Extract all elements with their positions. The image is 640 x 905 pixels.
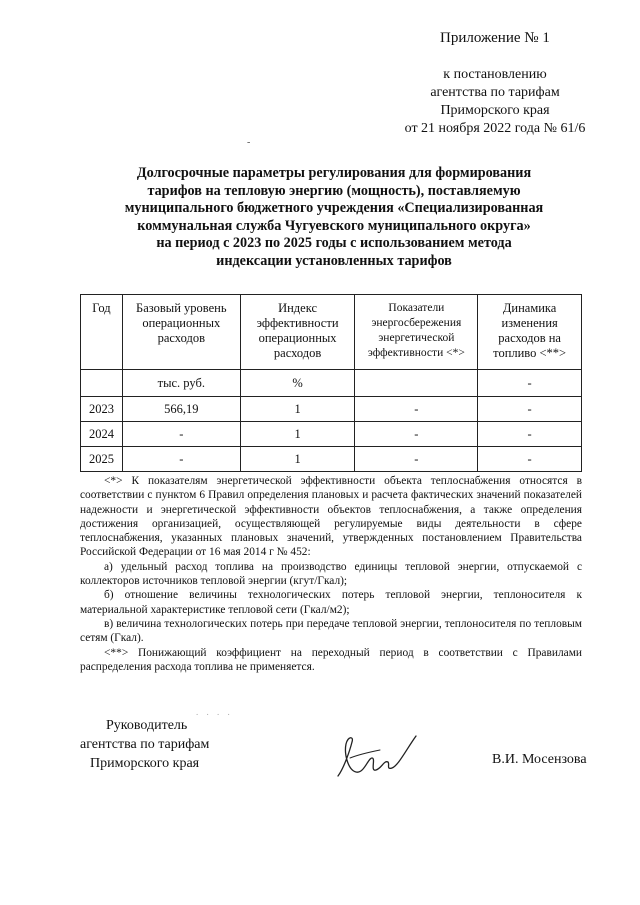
column-header-year: Год — [81, 295, 123, 370]
small-mark: - — [247, 137, 251, 148]
resolution-reference — [400, 66, 590, 138]
table-cell: - — [478, 370, 582, 397]
table-row — [81, 397, 582, 422]
table-cell: 2023 — [81, 397, 123, 422]
table-cell: 2024 — [81, 422, 123, 447]
table-cell — [355, 370, 478, 397]
footnote-paragraph: <**> Понижающий коэффициент на переходный период в соответствии с Правилами распределения расхода топлива не применяется. — [80, 646, 582, 673]
reference-line: от 21 ноября 2022 года № 61/6 — [404, 121, 586, 136]
faint-mark: . . . . — [196, 707, 233, 717]
table-units-row — [81, 370, 582, 397]
column-header-base-opex: Базовый уровень операционных расходов — [122, 295, 240, 370]
signatory-name: В.И. Мосензова — [492, 752, 587, 767]
table-cell: - — [355, 447, 478, 472]
position-line: Приморского края — [90, 756, 200, 771]
table-cell: - — [478, 447, 582, 472]
footnotes — [80, 474, 582, 674]
title-line: коммунальная служба Чугуевского муниципального округа» — [137, 217, 531, 234]
table-cell: 566,19 — [122, 397, 240, 422]
table-cell: 1 — [240, 422, 355, 447]
footnote-paragraph: в) величина технологических потерь при передаче тепловой энергии, теплоносителя по тепловым сетям (Гкал). — [80, 617, 582, 645]
table-cell: % — [240, 370, 355, 397]
table-cell: - — [478, 422, 582, 447]
reference-line: агентства по тарифам — [430, 85, 560, 100]
table-cell — [81, 370, 123, 397]
handwritten-signature — [330, 728, 422, 788]
position-line: агентства по тарифам — [80, 737, 210, 752]
footnote-paragraph: <*> К показателям энергетической эффективности объекта теплоснабжения относятся в соответствии с пунктом 6 Правил определения плановых и расчета фактических значений показателей надежности и энергетической эффективности объектов теплоснабжения, а также определения достижения организацией, осуществляющей регулируемые виды деятельности в сфере теплоснабжения, указанных плановых значений, утвержденных постановлением Правительства Российской Федерации от 16 мая 2014 г № 452: — [80, 475, 582, 559]
table-row — [81, 422, 582, 447]
table-cell: - — [122, 447, 240, 472]
table-cell: - — [355, 397, 478, 422]
table-header-row — [81, 295, 582, 370]
column-header-fuel-dynamics: Динамика изменения расходов на топливо <**> — [478, 295, 582, 370]
reference-line: Приморского края — [440, 103, 550, 118]
title-line: Долгосрочные параметры регулирования для формирования — [136, 165, 532, 181]
table-cell: 1 — [240, 397, 355, 422]
column-header-efficiency-index: Индекс эффективности операционных расходов — [240, 295, 355, 370]
table-cell: 1 — [240, 447, 355, 472]
table-row — [81, 447, 582, 472]
title-line: муниципального бюджетного учреждения «Специализированная — [124, 200, 544, 216]
appendix-label: Приложение № 1 — [440, 30, 550, 46]
table-cell: тыс. руб. — [122, 370, 240, 397]
title-line: индексации установленных тарифов — [216, 252, 452, 269]
footnote-paragraph: б) отношение величины технологических потерь тепловой энергии, теплоносителя к материальной характеристике тепловой сети (Гкал/м2); — [80, 589, 582, 616]
title-line: на период с 2023 по 2025 годы с использованием метода — [156, 235, 512, 251]
position-line: Руководитель — [106, 718, 188, 733]
reference-line: к постановлению — [443, 67, 547, 82]
table-cell: - — [355, 422, 478, 447]
footnote-paragraph: а) удельный расход топлива на производство единицы тепловой энергии, отпускаемой с коллекторов источников тепловой энергии (кгут/Гкал); — [80, 560, 582, 588]
table-cell: - — [478, 397, 582, 422]
signatory-position — [80, 716, 209, 773]
table-cell: - — [122, 422, 240, 447]
document-title — [90, 165, 578, 270]
column-header-energy-saving: Показатели энергосбережения энергетической эффективности <*> — [355, 295, 478, 370]
table-cell: 2025 — [81, 447, 123, 472]
title-line: тарифов на тепловую энергию (мощность), поставляемую — [147, 182, 521, 199]
parameters-table — [80, 294, 582, 472]
